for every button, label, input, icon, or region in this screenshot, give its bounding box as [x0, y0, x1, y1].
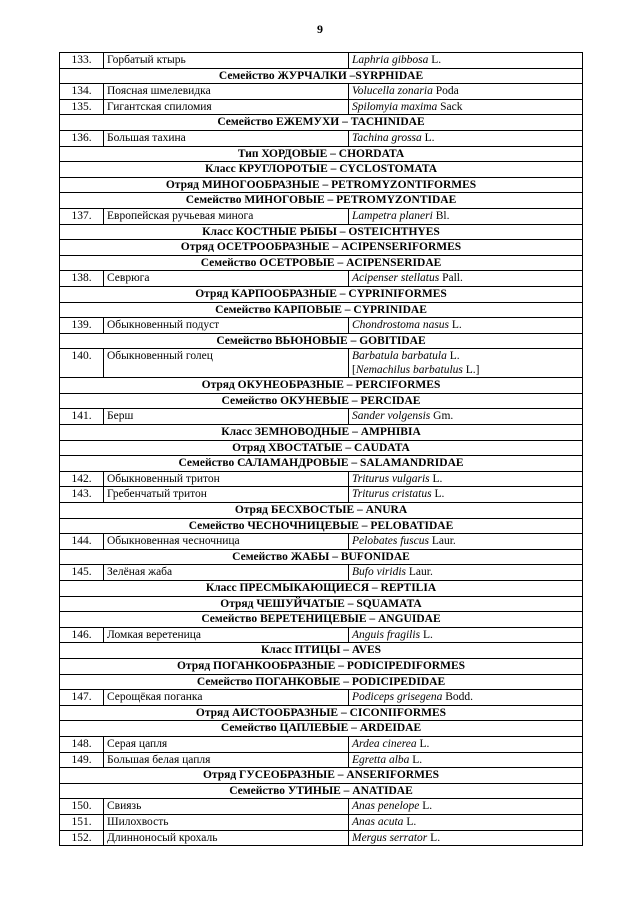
latin-name — [349, 99, 583, 115]
taxon-heading: Отряд ОКУНЕОБРАЗНЫЕ – PERCIFORMES — [60, 378, 583, 394]
table-row — [60, 627, 583, 643]
table-row — [60, 752, 583, 768]
species-number: 133. — [60, 53, 104, 69]
latin-name — [349, 409, 583, 425]
species-number: 147. — [60, 690, 104, 706]
latin-name-line — [352, 565, 579, 579]
latin-name-part: Anas penelope — [352, 800, 420, 813]
latin-name — [349, 318, 583, 334]
taxon-group-row — [60, 146, 583, 162]
table-row — [60, 53, 583, 69]
latin-name — [349, 752, 583, 768]
taxon-group-row — [60, 643, 583, 659]
latin-name-part: L. — [427, 831, 441, 844]
taxon-heading: Отряд ЧЕШУЙЧАТЫЕ – SQUAMATA — [60, 596, 583, 612]
latin-name-part: Laphria gibbosa — [352, 54, 429, 66]
russian-name: Обыкновенная чесночница — [104, 534, 349, 550]
latin-name-part: L. — [428, 54, 442, 66]
latin-name-part: [ — [352, 364, 356, 377]
russian-name: Обыкновенный подуст — [104, 318, 349, 334]
russian-name: Горбатый ктырь — [104, 53, 349, 69]
taxon-heading: Тип ХОРДОВЫЕ – CHORDATA — [60, 146, 583, 162]
table-row — [60, 99, 583, 115]
latin-name-line — [352, 799, 579, 813]
taxon-heading: Класс КРУГЛОРОТЫЕ – CYCLOSTOMATA — [60, 162, 583, 178]
species-number: 142. — [60, 471, 104, 487]
taxon-heading: Семейство МИНОГОВЫЕ – PETROMYZONTIDAE — [60, 193, 583, 209]
latin-name-line — [352, 131, 579, 145]
table-row — [60, 534, 583, 550]
species-number: 140. — [60, 349, 104, 378]
latin-name-part: Tachina grossa — [352, 131, 422, 144]
taxon-group-row — [60, 783, 583, 799]
table-row — [60, 799, 583, 815]
species-number: 151. — [60, 814, 104, 830]
latin-name-line — [352, 53, 579, 67]
russian-name: Шилохвость — [104, 814, 349, 830]
species-number: 134. — [60, 84, 104, 100]
taxon-heading: Класс ЗЕМНОВОДНЫЕ – AMPHIBIA — [60, 425, 583, 441]
latin-name — [349, 130, 583, 146]
species-table — [59, 52, 583, 846]
latin-name-part: L. — [446, 350, 460, 363]
russian-name: Обыкновенный голец — [104, 349, 349, 378]
taxon-heading: Отряд БЕСХВОСТЫЕ – ANURA — [60, 503, 583, 519]
latin-name-line — [352, 737, 579, 751]
latin-name — [349, 349, 583, 378]
table-row — [60, 409, 583, 425]
latin-name-part: Sack — [437, 100, 463, 113]
table-row — [60, 271, 583, 287]
taxon-heading: Семейство САЛАМАНДРОВЫЕ – SALAMANDRIDAE — [60, 456, 583, 472]
latin-name-part: L. — [403, 815, 417, 828]
taxon-heading: Отряд ОСЕТРООБРАЗНЫЕ – ACIPENSERIFORMES — [60, 240, 583, 256]
latin-name-part: L. — [449, 319, 462, 332]
latin-name-part: Gm. — [430, 410, 454, 423]
latin-name-part: Nemachilus barbatulus — [355, 364, 463, 377]
latin-name-line — [352, 628, 579, 642]
taxon-heading: Отряд ПОГАНКООБРАЗНЫЕ – PODICIPEDIFORMES — [60, 658, 583, 674]
species-number: 139. — [60, 318, 104, 334]
species-number: 152. — [60, 830, 104, 846]
russian-name: Гребенчатый тритон — [104, 487, 349, 503]
latin-name — [349, 208, 583, 224]
russian-name: Длинноносый крохаль — [104, 830, 349, 846]
latin-name-part: Bl. — [432, 209, 450, 222]
table-row — [60, 208, 583, 224]
taxon-group-row — [60, 674, 583, 690]
taxon-group-row — [60, 193, 583, 209]
taxon-group-row — [60, 705, 583, 721]
latin-name-part: L. — [421, 131, 435, 144]
latin-name — [349, 814, 583, 830]
taxon-group-row — [60, 658, 583, 674]
latin-name — [349, 271, 583, 287]
russian-name: Зелёная жаба — [104, 565, 349, 581]
latin-name-part: Pelobates fuscus — [352, 535, 429, 548]
latin-name-part: Laur. — [406, 566, 433, 579]
taxon-heading: Семейство ВЕРЕТЕНИЦЕВЫЕ – ANGUIDAE — [60, 612, 583, 628]
species-number: 137. — [60, 208, 104, 224]
taxon-group-row — [60, 302, 583, 318]
page-number: 9 — [317, 22, 323, 36]
latin-synonym-line — [352, 363, 579, 377]
taxon-group-row — [60, 177, 583, 193]
russian-name: Большая тахина — [104, 130, 349, 146]
table-row — [60, 736, 583, 752]
latin-name-part: Anguis fragilis — [352, 628, 421, 641]
latin-name-part: Laur. — [428, 535, 456, 548]
taxon-group-row — [60, 518, 583, 534]
taxon-group-row — [60, 612, 583, 628]
russian-name: Ломкая веретеница — [104, 627, 349, 643]
latin-name-part: L.] — [462, 364, 480, 377]
table-row — [60, 471, 583, 487]
latin-name — [349, 487, 583, 503]
species-number: 146. — [60, 627, 104, 643]
latin-name — [349, 690, 583, 706]
species-number: 148. — [60, 736, 104, 752]
table-row — [60, 130, 583, 146]
taxon-heading: Класс КОСТНЫЕ РЫБЫ – OSTEICHTHYES — [60, 224, 583, 240]
table-row — [60, 349, 583, 378]
taxon-heading: Семейство КАРПОВЫЕ – CYPRINIDAE — [60, 302, 583, 318]
latin-name-line — [352, 534, 579, 548]
latin-name-part: L. — [409, 753, 423, 766]
latin-name — [349, 736, 583, 752]
latin-name — [349, 534, 583, 550]
latin-name-line — [352, 815, 579, 829]
latin-name-part: Ardea cinerea — [352, 737, 417, 750]
table-row — [60, 318, 583, 334]
taxon-heading: Семейство ЦАПЛЕВЫЕ – ARDEIDAE — [60, 721, 583, 737]
latin-name-part: Pall. — [439, 272, 463, 285]
russian-name: Гигантская спиломия — [104, 99, 349, 115]
taxon-heading: Класс ПТИЦЫ – AVES — [60, 643, 583, 659]
latin-name-part: L. — [416, 737, 430, 750]
latin-name — [349, 565, 583, 581]
latin-name-line — [352, 318, 579, 332]
latin-name-part: Barbatula barbatula — [352, 350, 447, 363]
taxon-heading: Семейство ЕЖЕМУХИ – TACHINIDAE — [60, 115, 583, 131]
taxon-group-row — [60, 286, 583, 302]
taxon-group-row — [60, 162, 583, 178]
taxon-group-row — [60, 240, 583, 256]
latin-name-part: Anas acuta — [352, 815, 404, 828]
table-row — [60, 84, 583, 100]
latin-name — [349, 799, 583, 815]
latin-name-line — [352, 409, 579, 423]
taxon-group-row — [60, 440, 583, 456]
latin-name-part: Poda — [432, 85, 459, 98]
taxon-heading: Семейство ЖУРЧАЛКИ –SYRPHIDAE — [60, 68, 583, 84]
taxon-heading: Семейство ЖАБЫ – BUFONIDAE — [60, 549, 583, 565]
taxon-heading: Семейство ПОГАНКОВЫЕ – PODICIPEDIDAE — [60, 674, 583, 690]
taxon-group-row — [60, 721, 583, 737]
latin-name-part: L. — [429, 472, 443, 485]
latin-name-part: Volucella zonaria — [352, 85, 433, 98]
taxon-heading: Отряд КАРПООБРАЗНЫЕ – CYPRINIFORMES — [60, 286, 583, 302]
latin-name-part: Spilomyia maxima — [352, 100, 438, 113]
taxon-group-row — [60, 115, 583, 131]
table-row — [60, 814, 583, 830]
table-row — [60, 830, 583, 846]
taxon-group-row — [60, 456, 583, 472]
species-number: 135. — [60, 99, 104, 115]
latin-name-part: Bodd. — [442, 691, 474, 704]
taxon-group-row — [60, 68, 583, 84]
taxon-group-row — [60, 378, 583, 394]
russian-name: Серощёкая поганка — [104, 690, 349, 706]
russian-name: Обыкновенный тритон — [104, 471, 349, 487]
species-number: 149. — [60, 752, 104, 768]
russian-name: Большая белая цапля — [104, 752, 349, 768]
latin-name-line — [352, 753, 579, 767]
species-number: 141. — [60, 409, 104, 425]
taxon-heading: Отряд ХВОСТАТЫЕ – CAUDATA — [60, 440, 583, 456]
taxon-group-row — [60, 596, 583, 612]
latin-name — [349, 53, 583, 69]
species-number: 150. — [60, 799, 104, 815]
latin-name-line — [352, 472, 579, 486]
russian-name: Поясная шмелевидка — [104, 84, 349, 100]
taxon-heading: Класс ПРЕСМЫКАЮЩИЕСЯ – REPTILIA — [60, 581, 583, 597]
species-table-body — [60, 53, 583, 846]
species-number: 136. — [60, 130, 104, 146]
latin-name-line — [352, 271, 579, 285]
latin-name-part: Mergus serrator — [352, 831, 428, 844]
taxon-heading: Семейство ВЬЮНОВЫЕ – GOBITIDAE — [60, 333, 583, 349]
taxon-group-row — [60, 224, 583, 240]
russian-name: Свиязь — [104, 799, 349, 815]
taxon-heading: Отряд АИСТООБРАЗНЫЕ – CICONIIFORMES — [60, 705, 583, 721]
latin-name-line — [352, 831, 579, 845]
latin-name-line — [352, 349, 579, 363]
latin-name — [349, 84, 583, 100]
latin-name-part: Chondrostoma nasus — [352, 319, 450, 332]
latin-name-part: Lampetra planeri — [352, 209, 433, 222]
species-number: 145. — [60, 565, 104, 581]
russian-name: Серая цапля — [104, 736, 349, 752]
latin-name-part: L. — [419, 800, 433, 813]
latin-name-line — [352, 209, 579, 223]
latin-name-line — [352, 84, 579, 98]
latin-name-part: Bufo viridis — [352, 566, 406, 579]
taxon-group-row — [60, 255, 583, 271]
latin-name-part: L. — [420, 628, 433, 641]
russian-name: Берш — [104, 409, 349, 425]
latin-name-part: Acipenser stellatus — [352, 272, 440, 285]
latin-name — [349, 471, 583, 487]
taxon-group-row — [60, 549, 583, 565]
latin-name — [349, 830, 583, 846]
species-number: 143. — [60, 487, 104, 503]
latin-name-part: Triturus cristatus — [352, 488, 432, 501]
taxon-group-row — [60, 425, 583, 441]
species-number: 144. — [60, 534, 104, 550]
table-row — [60, 565, 583, 581]
russian-name: Севрюга — [104, 271, 349, 287]
taxon-group-row — [60, 503, 583, 519]
taxon-group-row — [60, 581, 583, 597]
taxon-group-row — [60, 393, 583, 409]
taxon-heading: Отряд ГУСЕОБРАЗНЫЕ – ANSERIFORMES — [60, 768, 583, 784]
latin-name-part: Podiceps grisegena — [352, 691, 443, 704]
table-row — [60, 487, 583, 503]
taxon-heading: Семейство ЧЕСНОЧНИЦЕВЫЕ – PELOBATIDAE — [60, 518, 583, 534]
species-number: 138. — [60, 271, 104, 287]
russian-name: Европейская ручьевая минога — [104, 208, 349, 224]
taxon-heading: Отряд МИНОГООБРАЗНЫЕ – PETROMYZONTIFORMES — [60, 177, 583, 193]
taxon-heading: Семейство ОКУНЕВЫЕ – PERCIDAE — [60, 393, 583, 409]
table-row — [60, 690, 583, 706]
latin-name-line — [352, 690, 579, 704]
latin-name-part: Sander volgensis — [352, 410, 431, 423]
latin-name-part: Egretta alba — [352, 753, 410, 766]
taxon-heading: Семейство УТИНЫЕ – ANATIDAE — [60, 783, 583, 799]
taxon-heading: Семейство ОСЕТРОВЫЕ – ACIPENSERIDAE — [60, 255, 583, 271]
latin-name-line — [352, 487, 579, 501]
latin-name-part: L. — [431, 488, 445, 501]
latin-name — [349, 627, 583, 643]
latin-name-part: Triturus vulgaris — [352, 472, 430, 485]
taxon-group-row — [60, 768, 583, 784]
taxon-group-row — [60, 333, 583, 349]
latin-name-line — [352, 100, 579, 114]
